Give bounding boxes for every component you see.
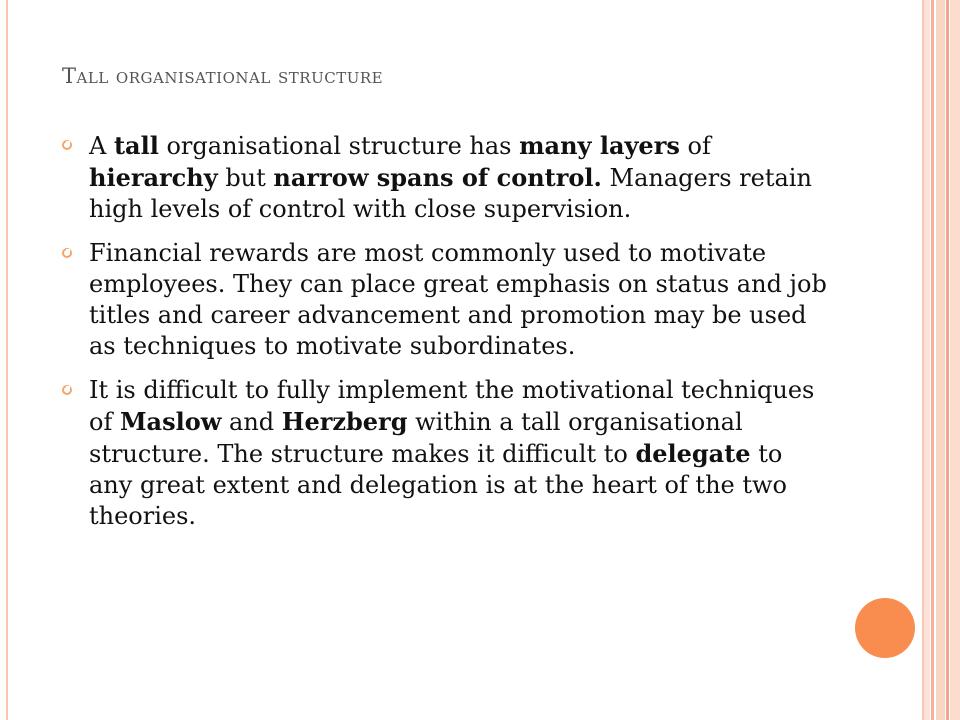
bullet-list [62, 130, 832, 545]
decorative-stripe [946, 0, 949, 720]
bullet-item [62, 238, 832, 362]
bullet-text: It is difficult to fully implement the motivational techniques of Maslow and Herzberg within a tall organisational structure. The structure makes it difficult to delegate to any great extent and delegation is at the heart of the two theories. [89, 376, 815, 530]
bullet-item [62, 375, 832, 532]
bullet-text: Financial rewards are most commonly used to motivate employees. They can place great emphasis on status and job titles and career advancement and promotion may be used as techniques to motivate subordinates. [89, 239, 827, 360]
decorative-circle [855, 598, 915, 658]
bullet-item [62, 130, 832, 225]
decorative-stripe [936, 0, 945, 720]
decorative-stripe [950, 0, 960, 720]
bullet-ring-icon [62, 385, 72, 395]
bullet-ring-icon [62, 248, 72, 258]
bullet-ring-icon [62, 140, 72, 150]
decorative-stripe [924, 0, 930, 720]
bullet-text: A tall organisational structure has many layers of hierarchy but narrow spans of control. Managers retain high levels of control with close supervision. [89, 131, 812, 223]
decorative-stripe [931, 0, 934, 720]
slide-title: Tall organisational structure [62, 64, 384, 88]
